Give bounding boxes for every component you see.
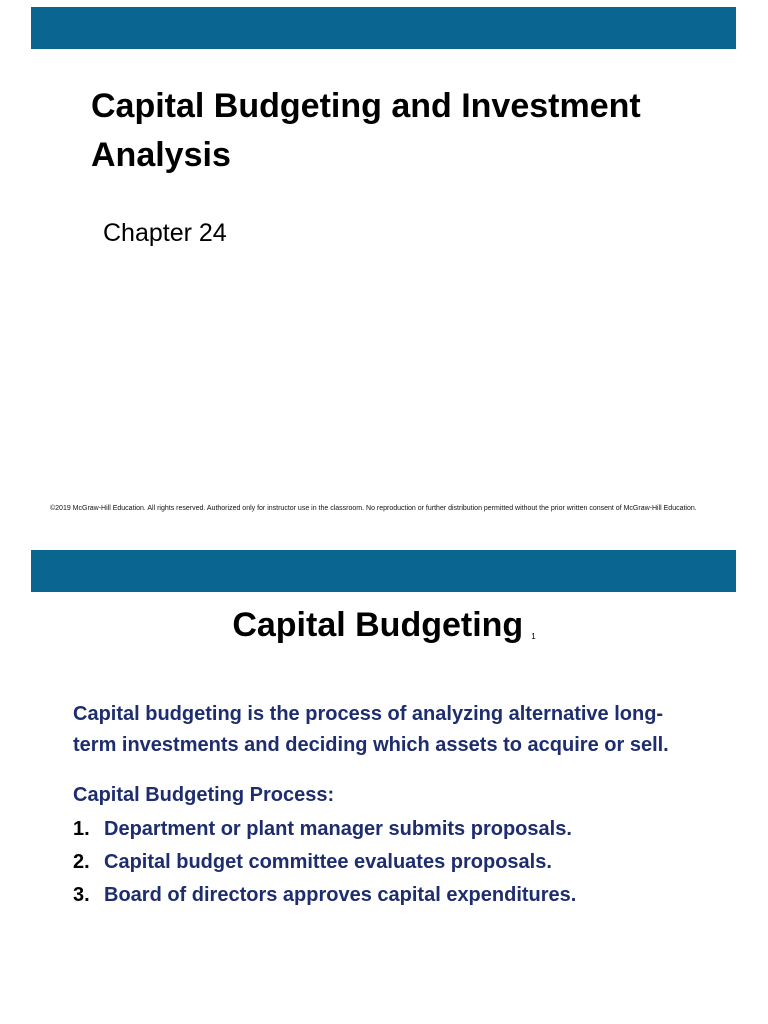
slide-title-text: Capital Budgeting xyxy=(232,606,524,644)
page-number: 1 xyxy=(531,632,536,641)
header-bar xyxy=(31,550,736,592)
chapter-subtitle: Chapter 24 xyxy=(103,219,227,247)
list-item xyxy=(73,846,576,879)
definition-paragraph: Capital budgeting is the process of analyzing alternative long-term investments and deciding which assets to acquire or sell. xyxy=(73,703,669,756)
process-heading: Capital Budgeting Process: xyxy=(73,784,335,806)
step-number: 1. xyxy=(73,818,90,840)
step-text: Capital budget committee evaluates proposals. xyxy=(104,851,552,873)
slide-title xyxy=(0,603,768,659)
list-item xyxy=(73,879,576,912)
process-steps-list xyxy=(73,813,576,912)
list-item xyxy=(73,813,576,846)
header-bar xyxy=(31,7,736,49)
step-number: 2. xyxy=(73,851,90,873)
copyright-notice: ©2019 McGraw-Hill Education. All rights reserved. Authorized only for instructor use in the classroom. No reproduction or further distribution permitted without the prior written consent of McGraw-Hill Education. xyxy=(50,505,697,512)
step-number: 3. xyxy=(73,884,90,906)
step-text: Department or plant manager submits proposals. xyxy=(104,818,572,840)
slide-title: Capital Budgeting and Investment Analysis xyxy=(91,87,641,174)
step-text: Board of directors approves capital expenditures. xyxy=(104,884,577,906)
content-slide xyxy=(0,540,768,1024)
